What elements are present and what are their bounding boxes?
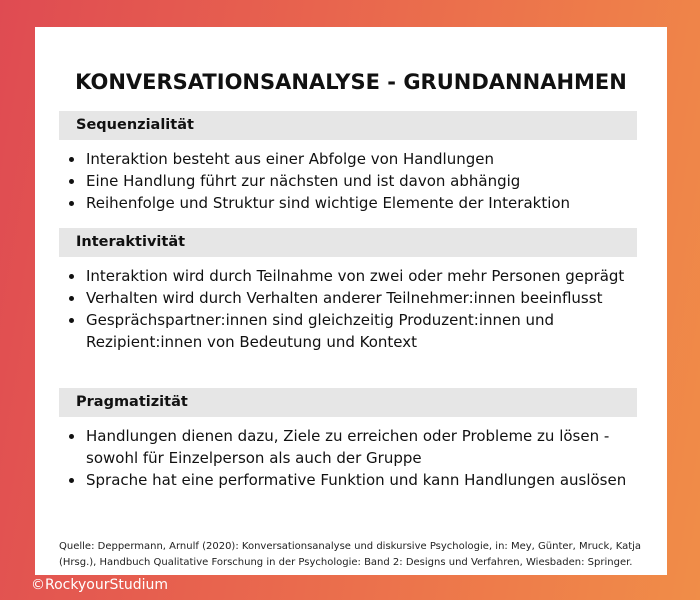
section-heading: Pragmatizität	[59, 388, 637, 417]
content-card	[35, 27, 667, 575]
page-title: KONVERSATIONSANALYSE - GRUNDANNAHMEN	[75, 70, 627, 94]
list-item: Verhalten wird durch Verhalten anderer Teilnehmer:innen beeinflusst	[86, 287, 637, 309]
list-item: Gesprächspartner:innen sind gleichzeitig Produzent:innen und Rezipient:innen von Bedeutung und Kontext	[86, 309, 637, 353]
list-item: Eine Handlung führt zur nächsten und ist davon abhängig	[86, 170, 637, 192]
list-item: Interaktion wird durch Teilnahme von zwei oder mehr Personen geprägt	[86, 265, 637, 287]
section-heading: Interaktivität	[59, 228, 637, 257]
bullet-list	[59, 265, 637, 353]
section-interaktivitaet	[59, 228, 637, 353]
section-heading: Sequenzialität	[59, 111, 637, 140]
source-citation: Quelle: Deppermann, Arnulf (2020): Konversationsanalyse und diskursive Psychologie, in: Mey, Günter, Mruck, Katja (Hrsg.), Handbuch Qualitative Forschung in der Psychologie: Band 2: Designs und Verfahren, Wiesbaden: Springer.	[59, 541, 642, 568]
copyright-text: ©RockyourStudium	[31, 577, 168, 593]
section-sequenzialitaet	[59, 111, 637, 214]
list-item: Sprache hat eine performative Funktion und kann Handlungen auslösen	[86, 469, 637, 491]
bullet-list	[59, 425, 637, 491]
list-item: Reihenfolge und Struktur sind wichtige Elemente der Interaktion	[86, 192, 637, 214]
list-item: Handlungen dienen dazu, Ziele zu erreichen oder Probleme zu lösen - sowohl für Einzelperson als auch der Gruppe	[86, 425, 637, 469]
list-item: Interaktion besteht aus einer Abfolge von Handlungen	[86, 148, 637, 170]
bullet-list	[59, 148, 637, 214]
section-pragmatizitaet	[59, 388, 637, 491]
